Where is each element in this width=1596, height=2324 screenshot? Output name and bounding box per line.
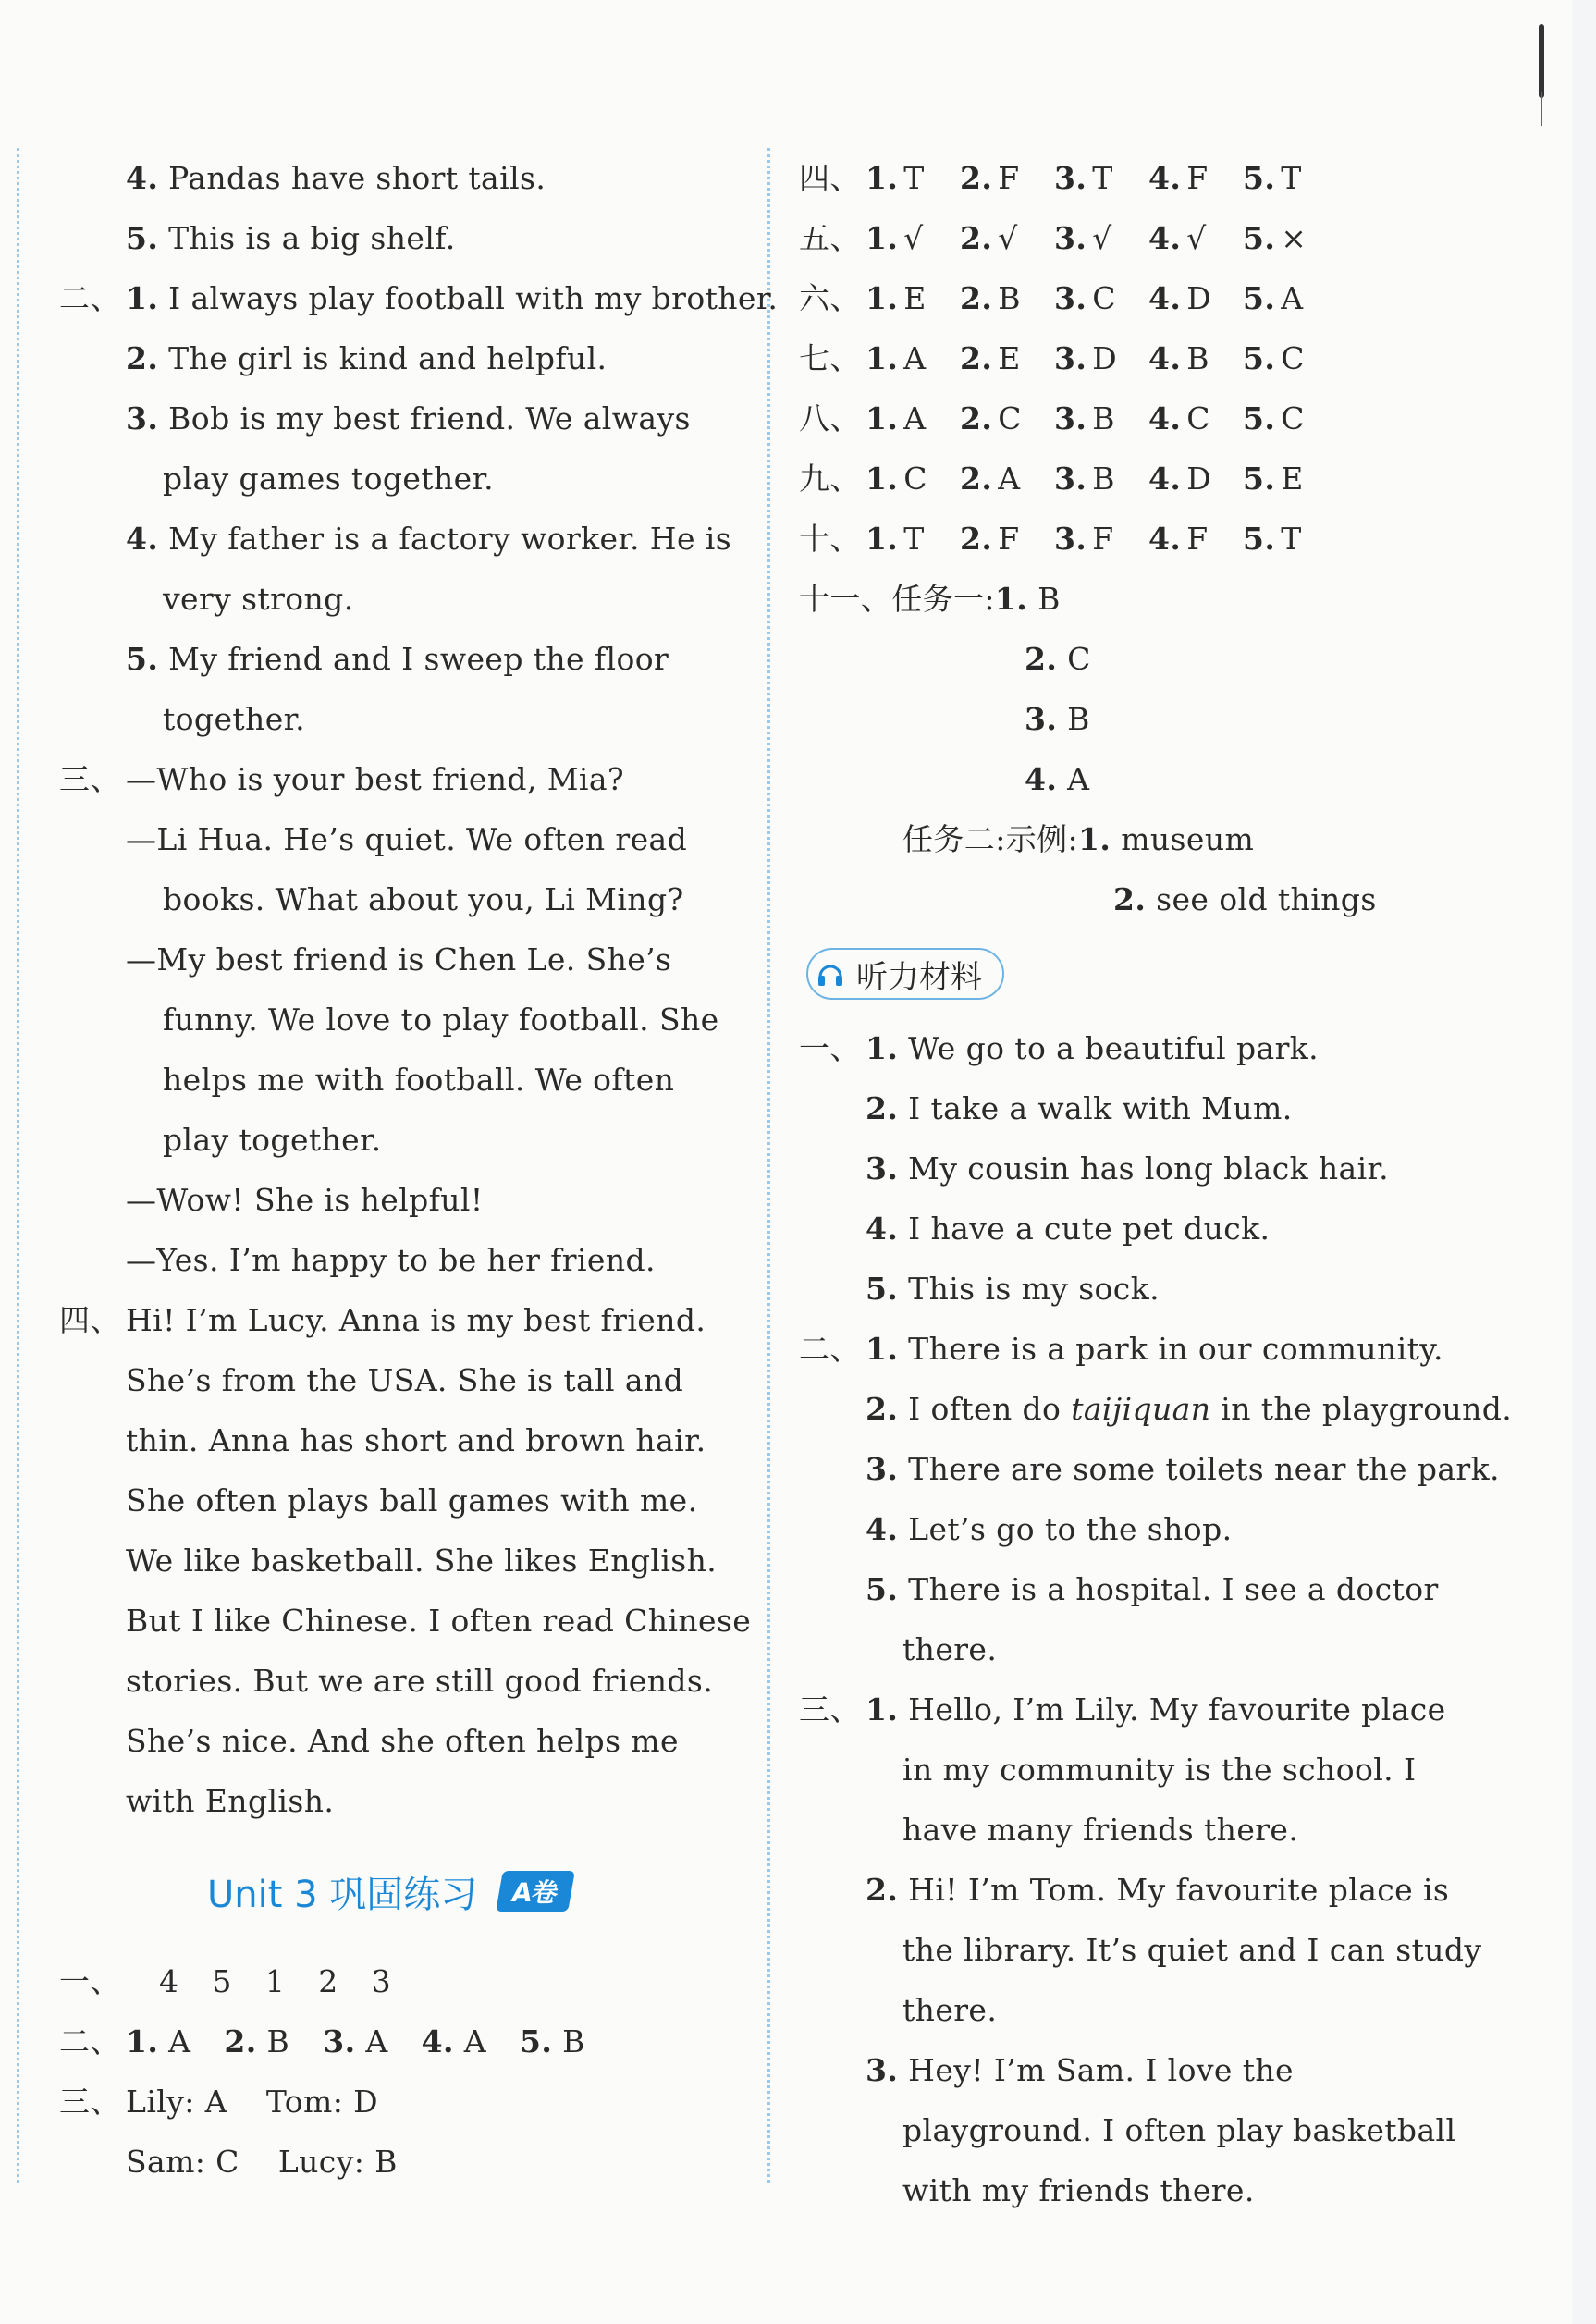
answer-item: 1. T [866,521,925,557]
section-3-line: —Wow! She is helpful! [126,1182,484,1218]
answer-item: 3. D [1054,340,1118,376]
section-11-task1: 十一、任务一:1. B [799,581,1061,617]
section-3-line: play together. [163,1122,382,1158]
answer-item: 1. A [866,340,927,376]
unit-section-1: 一、 4 5 1 2 3 [59,1963,392,1999]
section-label: 七、 [799,340,861,376]
section-label: 八、 [799,400,861,437]
answer-item: 1. C [866,461,927,497]
section-label: 六、 [799,280,861,316]
listening-3-item-cont: have many friends there. [902,1812,1299,1848]
answer-item: 2. A [960,461,1021,497]
section-4-line: stories. But we are still good friends. [126,1663,714,1699]
listening-1-item: 5. This is my sock. [866,1271,1160,1307]
section-3-line: funny. We love to play football. She [163,1002,719,1038]
edge-mark-small [1541,92,1542,126]
answer-row [799,388,1502,449]
answer-line: 5. This is a big shelf. [126,220,456,256]
answer-item: 3. B [1054,461,1115,497]
answer-item: 1. T [866,160,925,196]
listening-3-item-cont: there. [902,1992,998,2028]
answer-item: 5. A [1243,280,1304,316]
answer-item: 2. B [960,280,1021,316]
level-badge: A卷 [496,1871,574,1912]
section-2-item-2: 2. The girl is kind and helpful. [126,340,608,376]
listening-1-item: 一、 1. We go to a beautiful park. [799,1030,1320,1066]
answer-row [799,268,1502,328]
listening-3-item: 3. Hey! I’m Sam. I love the [866,2052,1294,2088]
section-3-line: —Li Hua. He’s quiet. We often read [126,821,688,857]
answer-item: 3. √ [1054,220,1112,256]
listening-3-item-cont: in my community is the school. I [902,1752,1417,1788]
answer-row [799,208,1502,268]
answer-item: 3. T [1054,160,1113,196]
section-11-task1-item: 2. C [1025,641,1091,677]
section-11-task2-item: 2. see old things [1113,881,1377,917]
answer-item: 2. C [960,400,1022,437]
section-3-line: 三、 —Who is your best friend, Mia? [59,761,625,797]
answer-item: 5. T [1243,160,1302,196]
unit-section-3-cont: Sam: C Lucy: B [126,2144,398,2180]
answer-item: 3. C [1054,280,1116,316]
section-4-line: She’s from the USA. She is tall and [126,1362,684,1398]
section-label: 五、 [799,220,861,256]
answer-item: 1. E [866,280,927,316]
answer-item: 4. D [1148,280,1212,316]
section-2-item-1: 二、 1. I always play football with my brother. [59,280,779,316]
answer-row [799,328,1502,388]
listening-3-item: 三、 1. Hello, I’m Lily. My favourite place [799,1691,1446,1728]
answer-item: 2. F [960,521,1020,557]
section-4-line: thin. Anna has short and brown hair. [126,1422,706,1458]
answer-item: 3. B [1054,400,1115,437]
unit-title: Unit 3 巩固练习 [207,1873,478,1916]
unit-heading [59,1831,743,1951]
answer-item: 2. √ [960,220,1018,256]
unit-section-3: 三、 Lily: A Tom: D [59,2084,378,2120]
answer-row [799,509,1502,569]
section-2-item-4-cont: very strong. [163,581,354,617]
answer-item: 4. B [1148,340,1209,376]
answer-item: 4. F [1148,160,1209,196]
section-2-item-4: 4. My father is a factory worker. He is [126,521,732,557]
listening-2-item-cont: there. [902,1631,998,1667]
section-4-line: We like basketball. She likes English. [126,1543,718,1579]
listening-1-item: 3. My cousin has long black hair. [866,1150,1389,1187]
listening-3-item: 2. Hi! I’m Tom. My favourite place is [866,1872,1450,1908]
section-2-item-3-cont: play games together. [163,461,494,497]
listening-3-item-cont: playground. I often play basketball [902,2112,1456,2148]
edge-mark [1539,24,1544,98]
answer-row [799,148,1502,208]
answer-item: 1. √ [866,220,924,256]
left-column [59,148,779,2192]
unit-section-2: 二、 1. A 2. B 3. A 4. A 5. B [59,2023,585,2060]
right-column [799,148,1513,2220]
section-3-line: —Yes. I’m happy to be her friend. [126,1242,656,1278]
answer-item: 2. F [960,160,1020,196]
answer-item: 5. E [1243,461,1304,497]
section-4-line: 四、 Hi! I’m Lucy. Anna is my best friend. [59,1302,706,1338]
section-11-task1-item: 4. A [1025,761,1090,797]
section-label: 十、 [799,521,861,557]
headphones-icon [816,959,845,989]
answer-item: 5. T [1243,521,1302,557]
answer-item: 4. F [1148,521,1209,557]
listening-2-item: 2. I often do taijiquan in the playground. [866,1391,1513,1427]
answer-item: 5. × [1243,220,1307,256]
answer-rows [799,148,1502,569]
listening-1-item: 4. I have a cute pet duck. [866,1211,1271,1247]
answer-item: 3. F [1054,521,1114,557]
listening-1-item: 2. I take a walk with Mum. [866,1090,1293,1126]
listening-3-item-cont: the library. It’s quiet and I can study [902,1932,1482,1968]
section-label: 九、 [799,461,861,497]
listening-2-item: 5. There is a hospital. I see a doctor [866,1571,1439,1607]
section-3-line: helps me with football. We often [163,1062,675,1098]
left-margin-divider [17,148,19,2183]
section-2-item-5: 5. My friend and I sweep the floor [126,641,669,677]
section-2-item-3: 3. Bob is my best friend. We always [126,400,691,437]
answer-line: 4. Pandas have short tails. [126,160,546,196]
listening-3-item-cont: with my friends there. [902,2172,1255,2208]
section-2-item-5-cont: together. [163,701,306,737]
section-11-task2: 任务二:示例:1. museum [902,821,1255,857]
listening-2-item: 3. There are some toilets near the park. [866,1451,1500,1487]
section-4-line: She’s nice. And she often helps me [126,1723,679,1759]
listening-title: 听力材料 [856,958,982,996]
answer-item: 4. C [1148,400,1210,437]
section-4-line: She often plays ball games with me. [126,1482,698,1519]
answer-item: 5. C [1243,400,1305,437]
answer-row [799,449,1502,509]
answer-item: 4. D [1148,461,1212,497]
listening-heading [806,948,1004,1000]
section-3-line: —My best friend is Chen Le. She’s [126,941,672,978]
answer-item: 5. C [1243,340,1305,376]
listening-2-item: 4. Let’s go to the shop. [866,1511,1233,1547]
answer-item: 1. A [866,400,927,437]
answer-item: 4. √ [1148,220,1207,256]
section-3-line: books. What about you, Li Ming? [163,881,684,917]
section-label: 四、 [799,160,861,196]
answer-item: 2. E [960,340,1021,376]
section-4-line: with English. [126,1783,335,1819]
listening-2-item: 二、 1. There is a park in our community. [799,1331,1443,1367]
column-divider [767,148,770,2183]
section-11-task1-item: 3. B [1025,701,1090,737]
section-4-line: But I like Chinese. I often read Chinese [126,1603,752,1639]
